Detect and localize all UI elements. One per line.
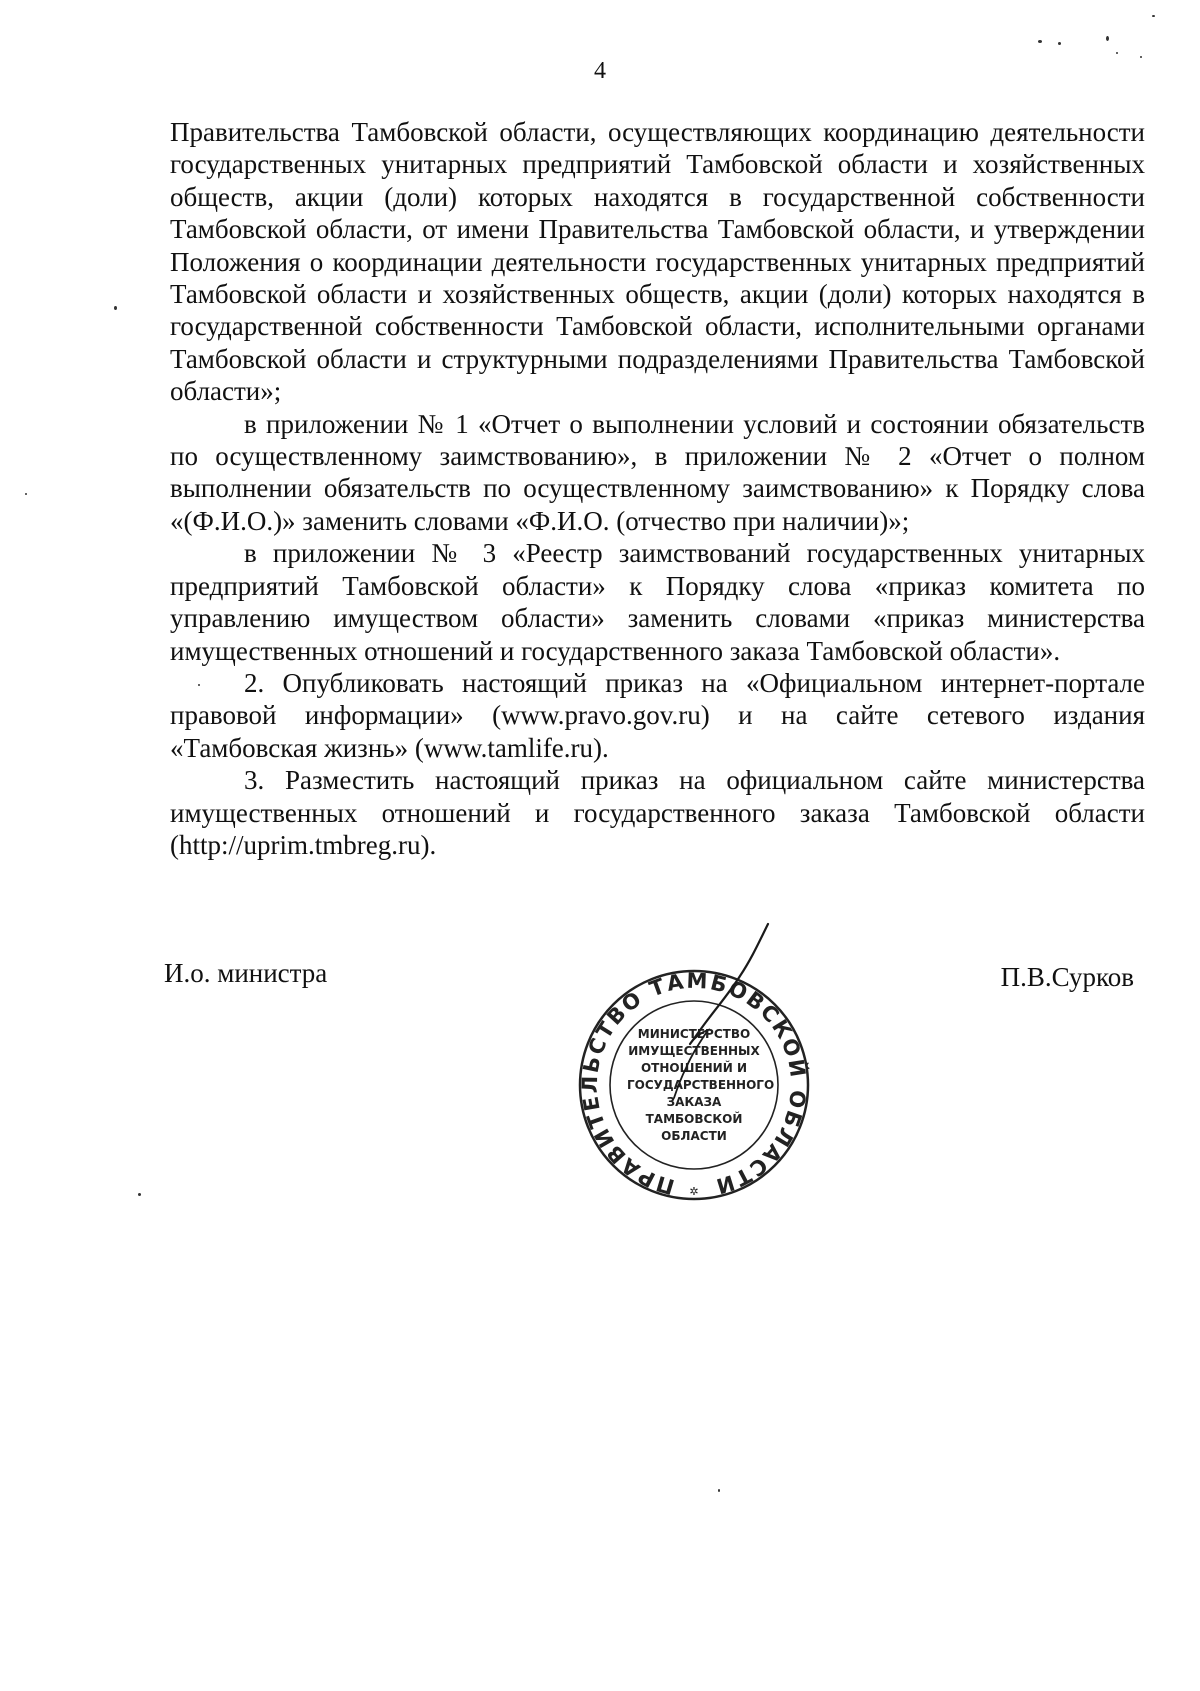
seal-line: ТАМБОВСКОЙ [645,1112,743,1126]
seal-line: ОБЛАСТИ [661,1129,727,1143]
paragraph-appendix-3: в приложении № 3 «Реестр заимствований государственных унитарных предприятий Тамбовской области» к Порядку слова «приказ комитета по управлению имуществом области» заменить словами «приказ министерства имущественных отношений и государственного заказа Тамбовской области». [170,538,1145,666]
handwritten-signature-icon [660,918,780,1118]
paragraph-place-on-site: 3. Разместить настоящий приказ на официальном сайте министерства имущественных отношений и государственного заказа Тамбовской области (http://uprim.tmbreg.ru). [170,765,1145,860]
scan-speck [1038,40,1042,43]
scan-speck [1106,36,1109,41]
seal-line: ГОСУДАРСТВЕННОГО [627,1078,775,1092]
seal-line: ИМУЩЕСТВЕННЫХ [628,1044,760,1058]
page-number: 4 [594,58,606,84]
seal-line: ОТНОШЕНИЙ И [640,1061,747,1075]
scan-speck [1152,15,1155,17]
paragraph-publish: 2. Опубликовать настоящий приказ на «Официальном интернет-портале правовой информации» (www.pravo.gov.ru) и на сайте сетевого издания «Тамбовская жизнь» (www.tamlife.ru). [170,667,1145,763]
scan-speck [25,493,27,495]
scan-speck [1140,56,1142,58]
paragraph-continuation: Правительства Тамбовской области, осуществляющих координацию деятельности государственных унитарных предприятий Тамбовской области и хозяйственных обществ, акции (доли) которых находятся в государственной собственности Тамбовской области, от имени Правительства Тамбовской области, и утверждении Положения о координации деятельности государственных унитарных предприятий Тамбовской области и хозяйственных обществ, акции (доли) которых находятся в государственной собственности Тамбовской области, исполнительными органами Тамбовской области и структурными подразделениями Правительства Тамбовской области»; [170,117,1145,407]
scan-speck [718,1489,720,1492]
seal-line: МИНИСТЕРСТВО [637,1027,751,1041]
document-body [170,116,1145,861]
signatory-name: П.В.Сурков [1000,962,1134,992]
seal-line: ЗАКАЗА [666,1095,722,1109]
scan-speck [1116,52,1118,54]
scan-speck [138,1193,141,1196]
scan-speck [198,684,200,686]
signatory-title: И.о. министра [164,958,328,988]
paragraph-appendix-1-2: в приложении № 1 «Отчет о выполнении условий и состоянии обязательств по осуществленному заимствованию», в приложении № 2 «Отчет о полном выполнении обязательств по осуществленному заимствованию» к Порядку слова «(Ф.И.О.)» заменить словами «Ф.И.О. (отчество при наличии)»; [170,408,1145,536]
seal-ring-text: ПРАВИТЕЛЬСТВО ТАМБОВСКОЙ ОБЛАСТИ [577,968,811,1199]
scan-speck [1058,42,1061,45]
scan-speck [114,306,117,310]
seal-star-icon: ✲ [689,1186,699,1198]
